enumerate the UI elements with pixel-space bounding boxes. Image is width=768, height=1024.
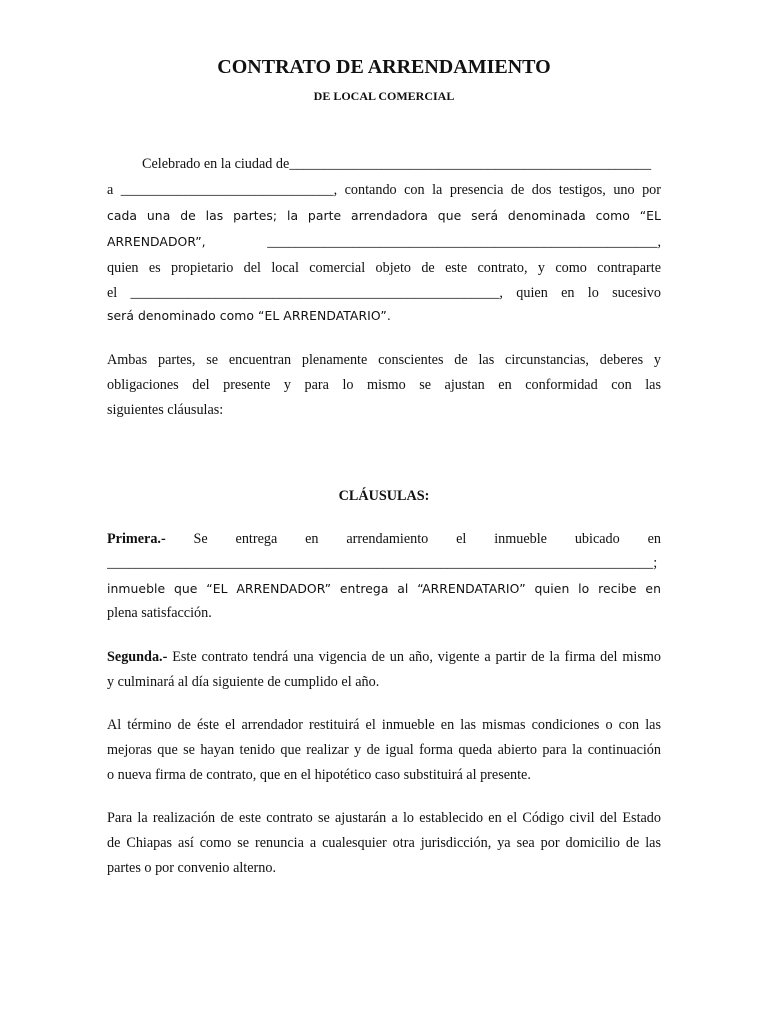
- termino-line-1: Al término de éste el arrendador restituirá el inmueble en las mismas condiciones o con las: [107, 717, 661, 733]
- primera-line-4: plena satisfacción.: [107, 605, 212, 621]
- parties-line-3: siguientes cláusulas:: [107, 402, 224, 418]
- realizacion-line-3: partes o por convenio alterno.: [107, 860, 277, 876]
- intro-line-2: a ______________________________, contando con la presencia de dos testigos, uno por: [107, 182, 661, 198]
- segunda-line-2: y culminará al día siguiente de cumplido el año.: [107, 674, 380, 690]
- realizacion-line-1: Para la realización de este contrato se ajustarán a lo establecido en el Código civil del Estado: [107, 810, 661, 826]
- primera-line-1: [107, 529, 661, 549]
- clauses-heading: CLÁUSULAS:: [338, 488, 430, 504]
- document-subtitle: DE LOCAL COMERCIAL: [313, 89, 455, 103]
- intro-line-6: el ____________________________________________________, quien en lo sucesivo: [107, 285, 661, 301]
- realizacion-line-2: de Chiapas así como se renuncia a cualesquier otra jurisdicción, ya sea por domicilio de las: [107, 835, 661, 851]
- primera-word: inmueble: [494, 531, 547, 547]
- segunda-text: Este contrato tendrá una vigencia de un año, vigente a partir de la firma del mismo: [167, 649, 661, 665]
- termino-line-2: mejoras que se hayan tenido que realizar y de igual forma queda abierto para la continuación: [107, 742, 661, 758]
- termino-line-3: o nueva firma de contrato, que en el hipotético caso substituirá al presente.: [107, 767, 531, 783]
- primera-line-2: _____________________________________________________________________________;: [107, 555, 658, 571]
- primera-word: entrega: [235, 531, 278, 547]
- segunda-line-1: [107, 647, 661, 667]
- intro-line-5: quien es propietario del local comercial objeto de este contrato, y como contraparte: [107, 260, 661, 276]
- document-title: CONTRATO DE ARRENDAMIENTO: [217, 56, 551, 78]
- primera-line-3: inmueble que “EL ARRENDADOR” entrega al “ARRENDATARIO” quien lo recibe en: [107, 581, 661, 596]
- intro-line-4: [107, 232, 661, 252]
- intro-line-1: Celebrado en la ciudad de___________________________________________________: [142, 156, 652, 172]
- primera-word: el: [456, 531, 467, 547]
- intro-arrendador-blank: _______________________________________________________,: [267, 234, 661, 250]
- primera-label: Primera.-: [107, 531, 166, 547]
- intro-arrendador-label: ARRENDADOR”,: [107, 234, 206, 249]
- parties-line-2: obligaciones del presente y para lo mismo se ajustan en conformidad con las: [107, 377, 661, 393]
- primera-word: Se: [193, 531, 208, 547]
- primera-word: en: [305, 531, 319, 547]
- primera-word: ubicado: [574, 531, 620, 547]
- segunda-label: Segunda.-: [107, 649, 168, 665]
- parties-line-1: Ambas partes, se encuentran plenamente conscientes de las circunstancias, deberes y: [107, 352, 661, 368]
- primera-word: arrendamiento: [346, 531, 429, 547]
- intro-line-3: cada una de las partes; la parte arrendadora que será denominada como “EL: [107, 208, 661, 223]
- intro-line-7: será denominado como “EL ARRENDATARIO”.: [107, 308, 391, 323]
- primera-word: en: [647, 531, 661, 547]
